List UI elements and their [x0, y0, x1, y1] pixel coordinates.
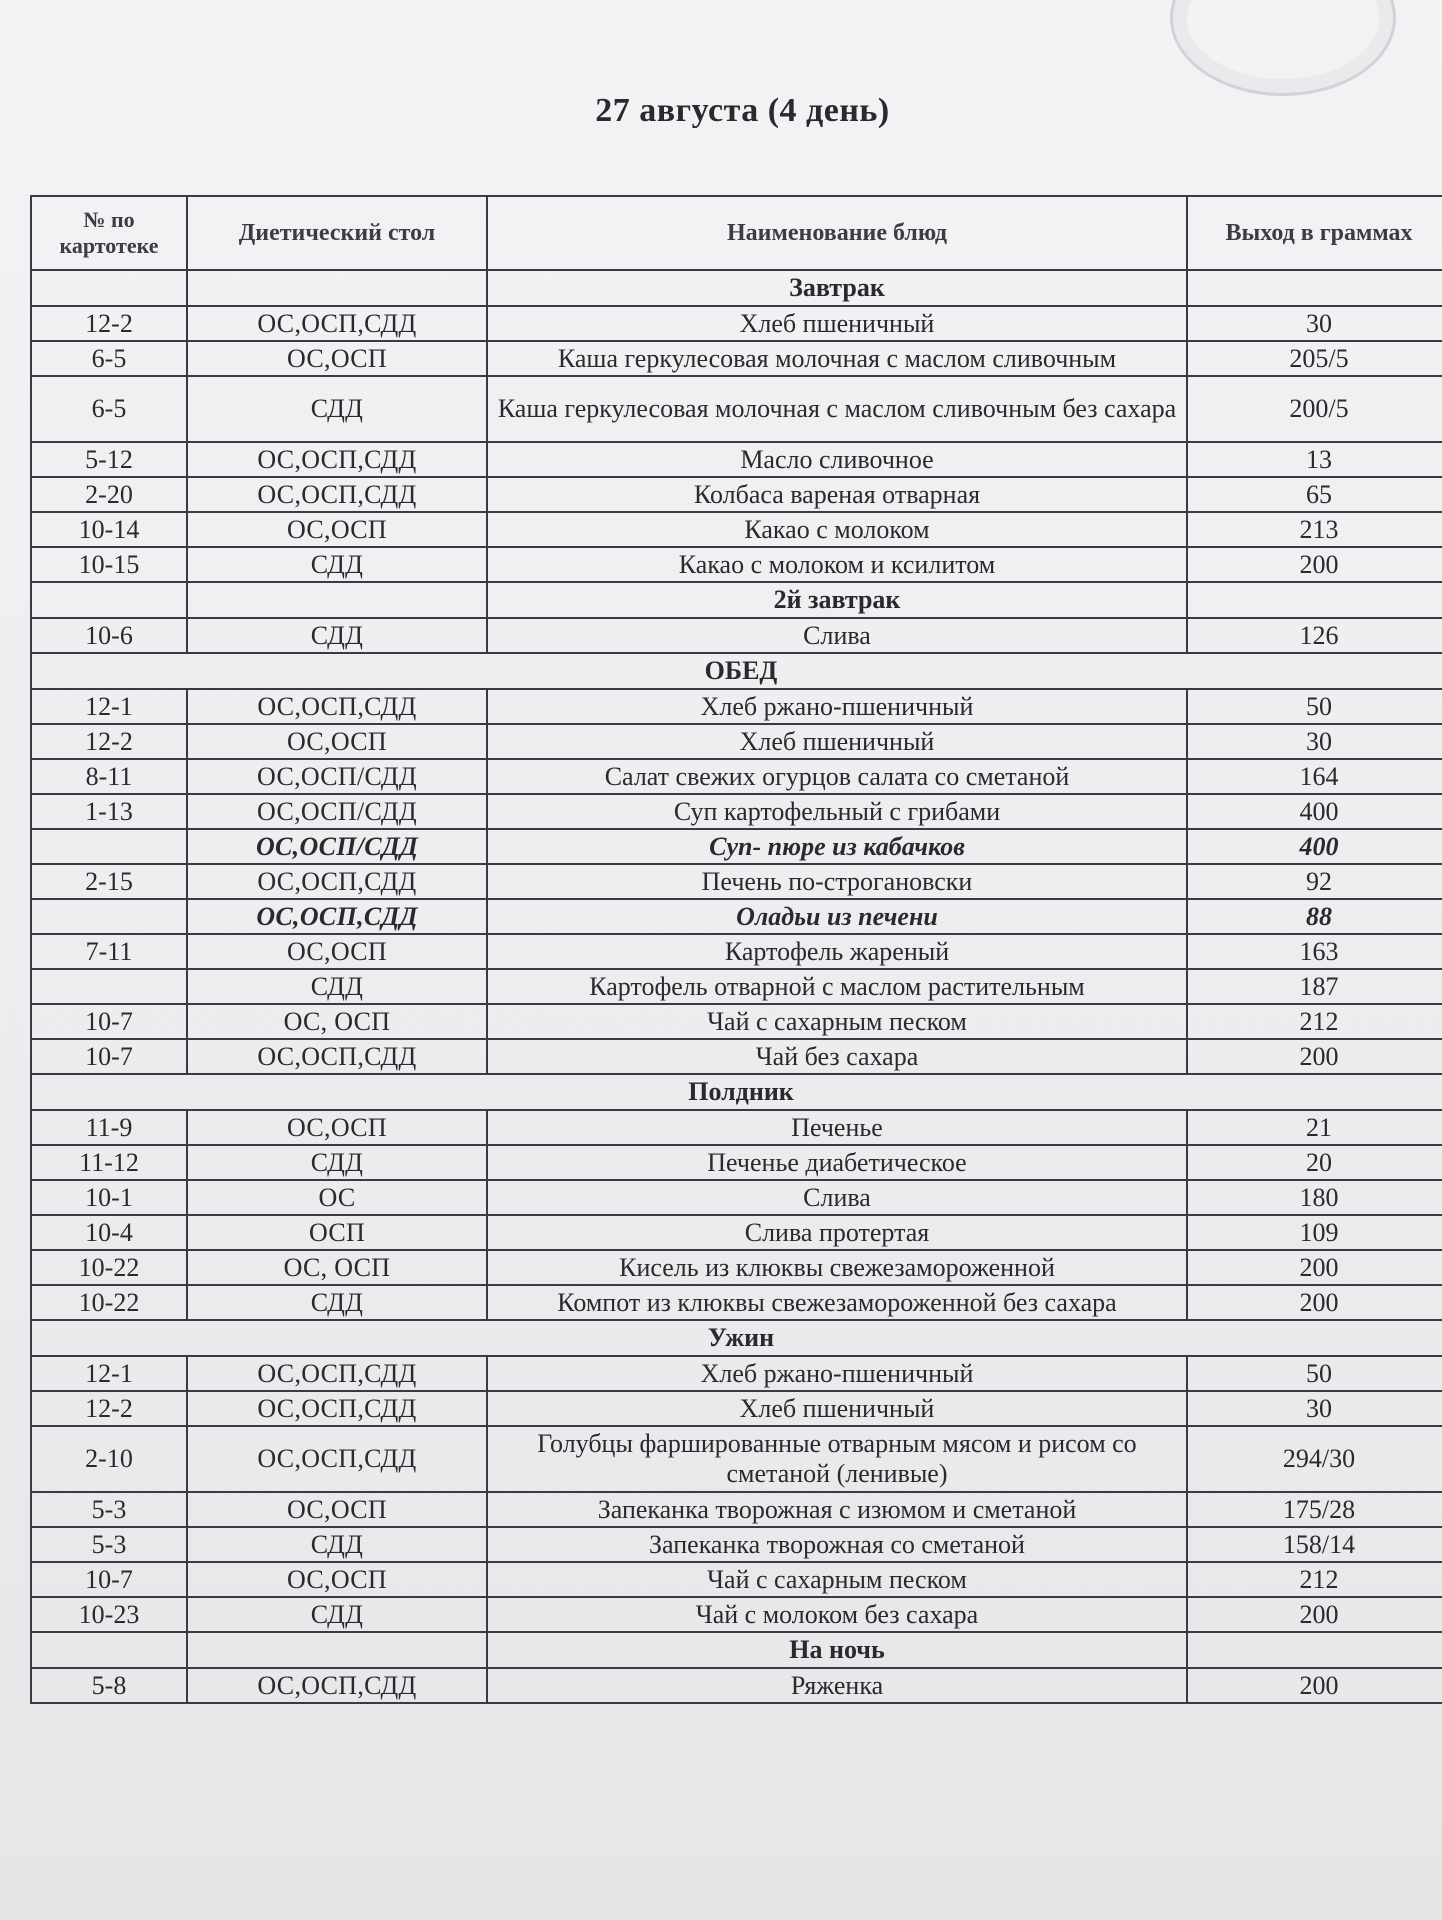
cell-dish-name: Чай с сахарным песком	[487, 1004, 1187, 1039]
cell-yield: 400	[1187, 829, 1442, 864]
table-row	[31, 759, 1442, 794]
table-row	[31, 794, 1442, 829]
section-row	[31, 270, 1442, 306]
empty-cell	[1187, 1632, 1442, 1668]
cell-yield: 200	[1187, 1668, 1442, 1703]
cell-yield: 200	[1187, 547, 1442, 582]
cell-diet: СДД	[187, 1285, 487, 1320]
cell-diet: ОС,ОСП,СДД	[187, 1039, 487, 1074]
cell-yield: 126	[1187, 618, 1442, 653]
cell-yield: 200	[1187, 1250, 1442, 1285]
table-row	[31, 477, 1442, 512]
cell-dish-name: Оладьи из печени	[487, 899, 1187, 934]
menu-table	[30, 195, 1442, 1704]
table-row	[31, 1668, 1442, 1703]
cell-diet: ОСП	[187, 1215, 487, 1250]
empty-cell	[31, 1632, 187, 1668]
cell-diet: СДД	[187, 1597, 487, 1632]
section-label: На ночь	[487, 1632, 1187, 1668]
cell-num	[31, 969, 187, 1004]
cell-dish-name: Печень по-строгановски	[487, 864, 1187, 899]
cell-yield: 65	[1187, 477, 1442, 512]
table-header-row	[31, 196, 1442, 270]
cell-diet: ОС,ОСП	[187, 724, 487, 759]
cell-dish-name: Какао с молоком и ксилитом	[487, 547, 1187, 582]
cell-diet: ОС,ОСП,СДД	[187, 689, 487, 724]
table-row	[31, 1180, 1442, 1215]
table-row	[31, 1145, 1442, 1180]
section-row	[31, 582, 1442, 618]
table-row	[31, 934, 1442, 969]
cell-dish-name: Какао с молоком	[487, 512, 1187, 547]
menu-body	[31, 270, 1442, 1703]
cell-num: 12-2	[31, 306, 187, 341]
table-row	[31, 306, 1442, 341]
table-row	[31, 829, 1442, 864]
cell-num: 6-5	[31, 376, 187, 442]
cell-num: 10-23	[31, 1597, 187, 1632]
table-row	[31, 1492, 1442, 1527]
cell-num: 7-11	[31, 934, 187, 969]
cell-num: 5-3	[31, 1492, 187, 1527]
cell-yield: 30	[1187, 306, 1442, 341]
cell-dish-name: Хлеб ржано-пшеничный	[487, 1356, 1187, 1391]
cell-yield: 200	[1187, 1039, 1442, 1074]
table-row	[31, 1391, 1442, 1426]
cell-yield: 164	[1187, 759, 1442, 794]
table-row	[31, 341, 1442, 376]
cell-yield: 88	[1187, 899, 1442, 934]
table-row	[31, 1250, 1442, 1285]
cell-num: 10-14	[31, 512, 187, 547]
cell-num	[31, 829, 187, 864]
table-row	[31, 618, 1442, 653]
section-label: Завтрак	[487, 270, 1187, 306]
cell-yield: 21	[1187, 1110, 1442, 1145]
header-yield: Выход в граммах	[1187, 196, 1442, 270]
section-label: 2й завтрак	[487, 582, 1187, 618]
cell-yield: 92	[1187, 864, 1442, 899]
empty-cell	[31, 270, 187, 306]
cell-num: 10-15	[31, 547, 187, 582]
cell-diet: СДД	[187, 618, 487, 653]
cell-dish-name: Каша геркулесовая молочная с маслом сливочным	[487, 341, 1187, 376]
section-label: Полдник	[31, 1074, 1442, 1110]
cell-diet: ОС,ОСП/СДД	[187, 829, 487, 864]
table-row	[31, 864, 1442, 899]
cell-diet: ОС	[187, 1180, 487, 1215]
cell-diet: ОС,ОСП,СДД	[187, 477, 487, 512]
page-title: 27 августа (4 день)	[595, 92, 890, 129]
cell-dish-name: Запеканка творожная с изюмом и сметаной	[487, 1492, 1187, 1527]
table-row	[31, 689, 1442, 724]
cell-dish-name: Слива	[487, 1180, 1187, 1215]
cell-dish-name: Чай с молоком без сахара	[487, 1597, 1187, 1632]
section-row	[31, 1320, 1442, 1356]
cell-dish-name: Запеканка творожная со сметаной	[487, 1527, 1187, 1562]
cell-diet: ОС,ОСП,СДД	[187, 442, 487, 477]
cell-num: 1-13	[31, 794, 187, 829]
cell-num: 11-12	[31, 1145, 187, 1180]
cell-num: 10-7	[31, 1004, 187, 1039]
header-name: Наименование блюд	[487, 196, 1187, 270]
cell-yield: 175/28	[1187, 1492, 1442, 1527]
table-row	[31, 442, 1442, 477]
cell-diet: ОС,ОСП/СДД	[187, 794, 487, 829]
cell-dish-name: Ряженка	[487, 1668, 1187, 1703]
cell-yield: 200/5	[1187, 376, 1442, 442]
cell-yield: 213	[1187, 512, 1442, 547]
cell-num: 12-2	[31, 1391, 187, 1426]
seal-stamp	[1170, 0, 1396, 96]
cell-yield: 180	[1187, 1180, 1442, 1215]
cell-yield: 212	[1187, 1004, 1442, 1039]
cell-diet: ОС,ОСП,СДД	[187, 1426, 487, 1492]
table-row	[31, 1527, 1442, 1562]
cell-dish-name: Чай без сахара	[487, 1039, 1187, 1074]
cell-diet: СДД	[187, 547, 487, 582]
cell-dish-name: Кисель из клюквы свежезамороженной	[487, 1250, 1187, 1285]
cell-dish-name: Картофель отварной с маслом растительным	[487, 969, 1187, 1004]
cell-dish-name: Масло сливочное	[487, 442, 1187, 477]
cell-num	[31, 899, 187, 934]
cell-diet: ОС,ОСП,СДД	[187, 306, 487, 341]
cell-dish-name: Хлеб пшеничный	[487, 724, 1187, 759]
header-num: № по картотеке	[31, 196, 187, 270]
empty-cell	[187, 582, 487, 618]
cell-yield: 158/14	[1187, 1527, 1442, 1562]
cell-num: 2-15	[31, 864, 187, 899]
cell-num: 2-20	[31, 477, 187, 512]
cell-diet: СДД	[187, 376, 487, 442]
table-row	[31, 1285, 1442, 1320]
cell-dish-name: Хлеб пшеничный	[487, 306, 1187, 341]
cell-num: 10-22	[31, 1285, 187, 1320]
cell-yield: 200	[1187, 1285, 1442, 1320]
table-row	[31, 512, 1442, 547]
cell-num: 12-2	[31, 724, 187, 759]
cell-diet: ОС,ОСП	[187, 341, 487, 376]
cell-dish-name: Суп картофельный с грибами	[487, 794, 1187, 829]
table-row	[31, 899, 1442, 934]
header-diet: Диетический стол	[187, 196, 487, 270]
cell-yield: 400	[1187, 794, 1442, 829]
table-row	[31, 969, 1442, 1004]
cell-dish-name: Печенье диабетическое	[487, 1145, 1187, 1180]
cell-dish-name: Слива протертая	[487, 1215, 1187, 1250]
cell-dish-name: Картофель жареный	[487, 934, 1187, 969]
table-row	[31, 1004, 1442, 1039]
cell-yield: 200	[1187, 1597, 1442, 1632]
section-row	[31, 653, 1442, 689]
cell-num: 5-12	[31, 442, 187, 477]
cell-num: 10-7	[31, 1562, 187, 1597]
table-row	[31, 1562, 1442, 1597]
section-label: ОБЕД	[31, 653, 1442, 689]
cell-dish-name: Салат свежих огурцов салата со сметаной	[487, 759, 1187, 794]
cell-diet: ОС,ОСП,СДД	[187, 864, 487, 899]
section-row	[31, 1074, 1442, 1110]
table-row	[31, 1597, 1442, 1632]
table-row	[31, 1110, 1442, 1145]
cell-yield: 212	[1187, 1562, 1442, 1597]
cell-yield: 205/5	[1187, 341, 1442, 376]
table-row	[31, 724, 1442, 759]
cell-diet: ОС, ОСП	[187, 1004, 487, 1039]
cell-dish-name: Слива	[487, 618, 1187, 653]
cell-dish-name: Колбаса вареная отварная	[487, 477, 1187, 512]
cell-yield: 294/30	[1187, 1426, 1442, 1492]
cell-num: 12-1	[31, 689, 187, 724]
cell-diet: ОС,ОСП	[187, 1110, 487, 1145]
cell-yield: 30	[1187, 724, 1442, 759]
section-label: Ужин	[31, 1320, 1442, 1356]
table-row	[31, 376, 1442, 442]
empty-cell	[187, 1632, 487, 1668]
cell-num: 10-6	[31, 618, 187, 653]
section-row	[31, 1632, 1442, 1668]
cell-yield: 187	[1187, 969, 1442, 1004]
cell-diet: ОС,ОСП	[187, 1562, 487, 1597]
table-row	[31, 547, 1442, 582]
cell-diet: ОС, ОСП	[187, 1250, 487, 1285]
cell-num: 10-7	[31, 1039, 187, 1074]
cell-num: 12-1	[31, 1356, 187, 1391]
cell-diet: ОС,ОСП,СДД	[187, 1356, 487, 1391]
cell-dish-name: Каша геркулесовая молочная с маслом сливочным без сахара	[487, 376, 1187, 442]
cell-diet: ОС,ОСП,СДД	[187, 899, 487, 934]
table-row	[31, 1039, 1442, 1074]
table-row	[31, 1426, 1442, 1492]
cell-dish-name: Хлеб ржано-пшеничный	[487, 689, 1187, 724]
empty-cell	[1187, 582, 1442, 618]
cell-diet: ОС,ОСП,СДД	[187, 1391, 487, 1426]
cell-diet: СДД	[187, 969, 487, 1004]
cell-num: 5-3	[31, 1527, 187, 1562]
cell-yield: 13	[1187, 442, 1442, 477]
cell-yield: 50	[1187, 689, 1442, 724]
cell-num: 10-4	[31, 1215, 187, 1250]
empty-cell	[187, 270, 487, 306]
cell-diet: ОС,ОСП/СДД	[187, 759, 487, 794]
cell-num: 2-10	[31, 1426, 187, 1492]
cell-dish-name: Печенье	[487, 1110, 1187, 1145]
cell-dish-name: Суп- пюре из кабачков	[487, 829, 1187, 864]
cell-yield: 109	[1187, 1215, 1442, 1250]
cell-dish-name: Чай с сахарным песком	[487, 1562, 1187, 1597]
cell-yield: 20	[1187, 1145, 1442, 1180]
table-row	[31, 1356, 1442, 1391]
table-row	[31, 1215, 1442, 1250]
cell-diet: СДД	[187, 1527, 487, 1562]
cell-diet: ОС,ОСП	[187, 934, 487, 969]
cell-dish-name: Компот из клюквы свежезамороженной без сахара	[487, 1285, 1187, 1320]
cell-yield: 50	[1187, 1356, 1442, 1391]
cell-yield: 30	[1187, 1391, 1442, 1426]
cell-dish-name: Хлеб пшеничный	[487, 1391, 1187, 1426]
cell-dish-name: Голубцы фаршированные отварным мясом и рисом со сметаной (ленивые)	[487, 1426, 1187, 1492]
empty-cell	[31, 582, 187, 618]
cell-num: 10-1	[31, 1180, 187, 1215]
empty-cell	[1187, 270, 1442, 306]
cell-diet: ОС,ОСП,СДД	[187, 1668, 487, 1703]
cell-num: 5-8	[31, 1668, 187, 1703]
cell-num: 10-22	[31, 1250, 187, 1285]
cell-yield: 163	[1187, 934, 1442, 969]
cell-diet: ОС,ОСП	[187, 512, 487, 547]
cell-num: 11-9	[31, 1110, 187, 1145]
cell-num: 6-5	[31, 341, 187, 376]
cell-num: 8-11	[31, 759, 187, 794]
cell-diet: СДД	[187, 1145, 487, 1180]
cell-diet: ОС,ОСП	[187, 1492, 487, 1527]
